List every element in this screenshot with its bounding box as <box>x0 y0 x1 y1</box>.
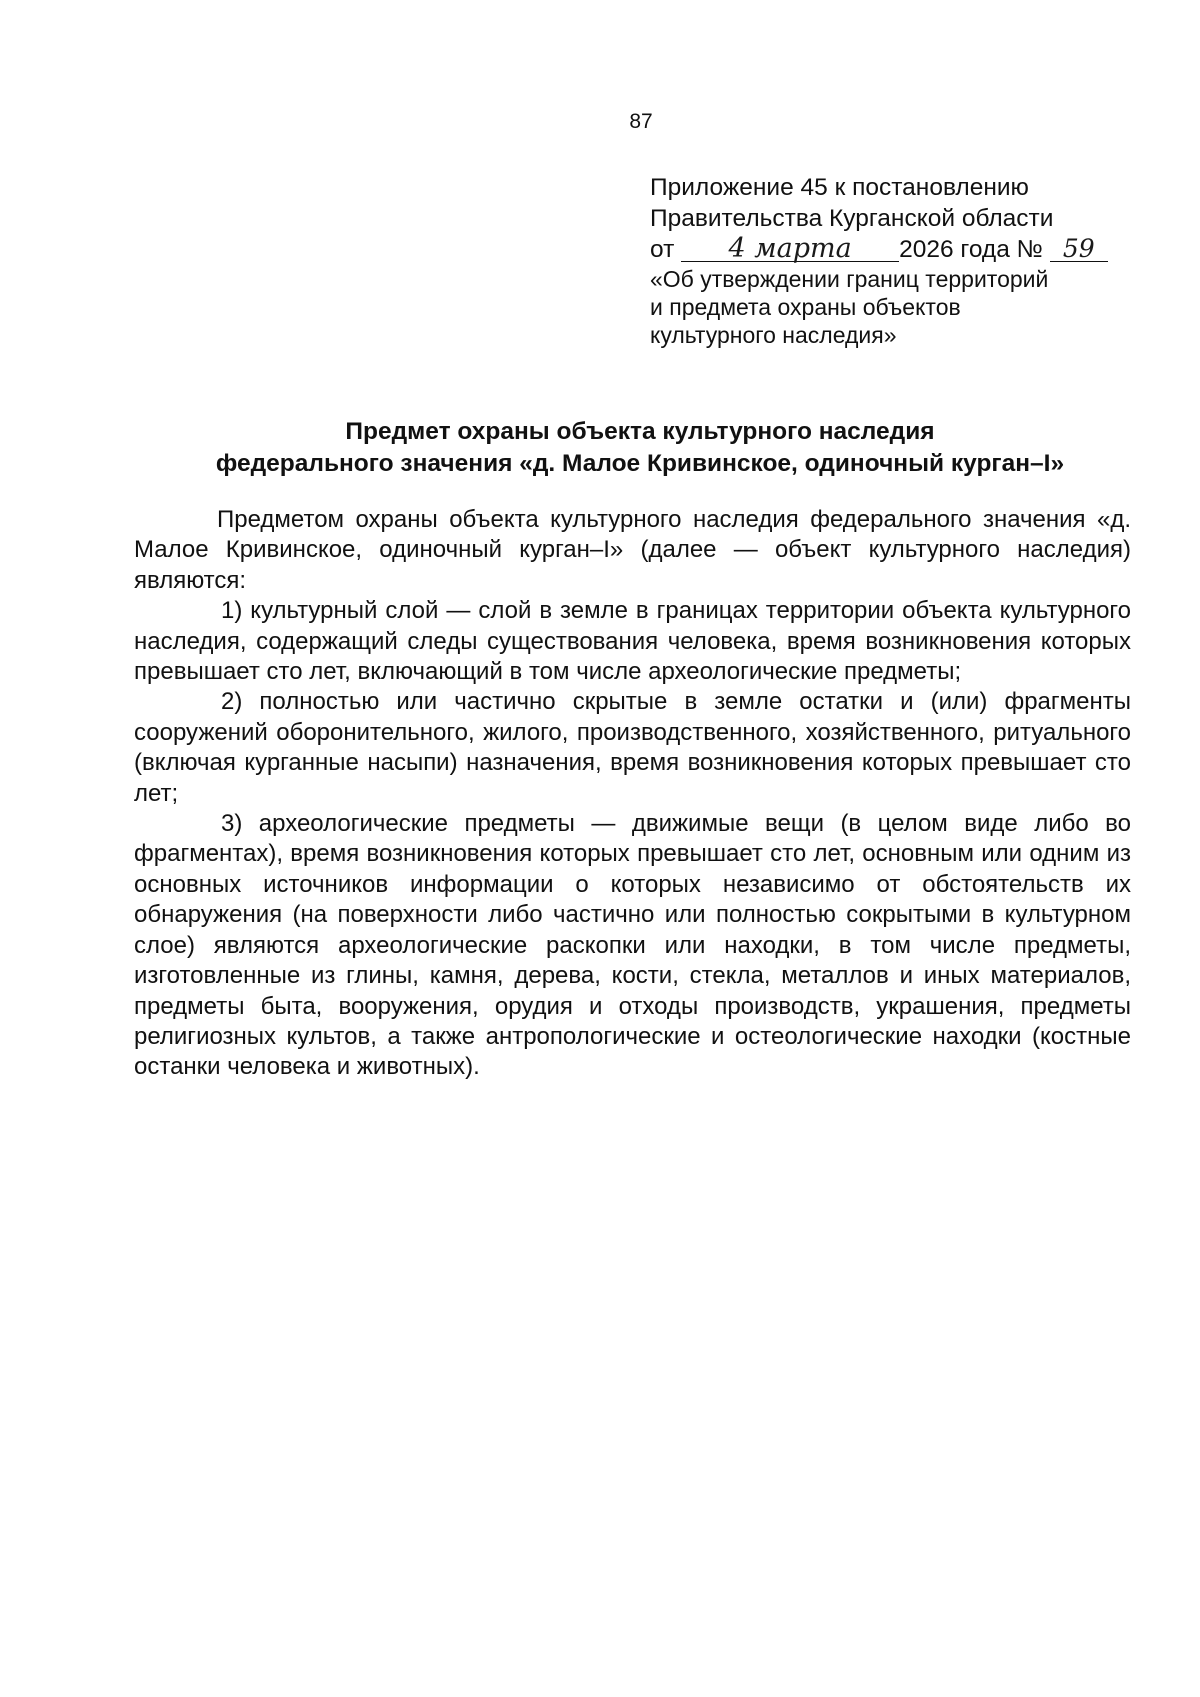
intro-paragraph: Предметом охраны объекта культурного наследия федерального значения «д. Малое Кривинское, одиночный курган–I» (далее — объект культурного наследия) являются: <box>134 506 1131 594</box>
title-line-2: федерального значения «д. Малое Кривинское, одиночный курган–I» <box>215 450 1065 477</box>
list-item-2: 2) полностью или частично скрытые в земле остатки и (или) фрагменты сооружений оборонительного, жилого, производственного, хозяйственного, ритуального (включая курганные насыпи) назначения, время возникновения которых превышает сто лет; <box>134 688 1131 807</box>
handwritten-number: 59 <box>1050 237 1108 262</box>
appendix-line-4: «Об утверждении границ территорий <box>650 266 1049 292</box>
handwritten-date: 4 марта <box>681 237 899 262</box>
document-body <box>134 505 1131 1083</box>
list-item-1: 1) культурный слой — слой в земле в границах территории объекта культурного наследия, содержащий следы существования человека, время возникновения которых превышает сто лет, включающий в том числе археологические предметы; <box>134 597 1131 686</box>
appendix-line-6: культурного наследия» <box>650 322 897 348</box>
list-item-3: 3) археологические предметы — движимые вещи (в целом виде либо во фрагментах), время возникновения которых превышает сто лет, основным или одним из основных источников информации о которых независимо от обстоятельств их обнаружения (на поверхности либо частично или полностью сокрытыми в культурном слое) являются археологические раскопки или находки, в том числе предметы, изготовленные из глины, камня, дерева, кости, стекла, металлов и иных материалов, предметы быта, вооружения, орудия и отходы производств, украшения, предметы религиозных культов, а также антропологические и остеологические находки (костные останки человека и животных). <box>134 810 1131 1081</box>
appendix-header <box>650 172 1130 349</box>
appendix-year-text: 2026 года № <box>899 236 1043 263</box>
appendix-date-line <box>650 234 1130 265</box>
title-line-1: Предмет охраны объекта культурного наследия <box>345 418 935 445</box>
appendix-line-5: и предмета охраны объектов <box>650 294 961 320</box>
appendix-line-2: Правительства Курганской области <box>650 205 1054 232</box>
page-number: 87 <box>629 110 653 133</box>
appendix-from-label: от <box>650 236 675 263</box>
appendix-line-1: Приложение 45 к постановлению <box>650 174 1029 201</box>
document-title <box>150 416 1130 480</box>
